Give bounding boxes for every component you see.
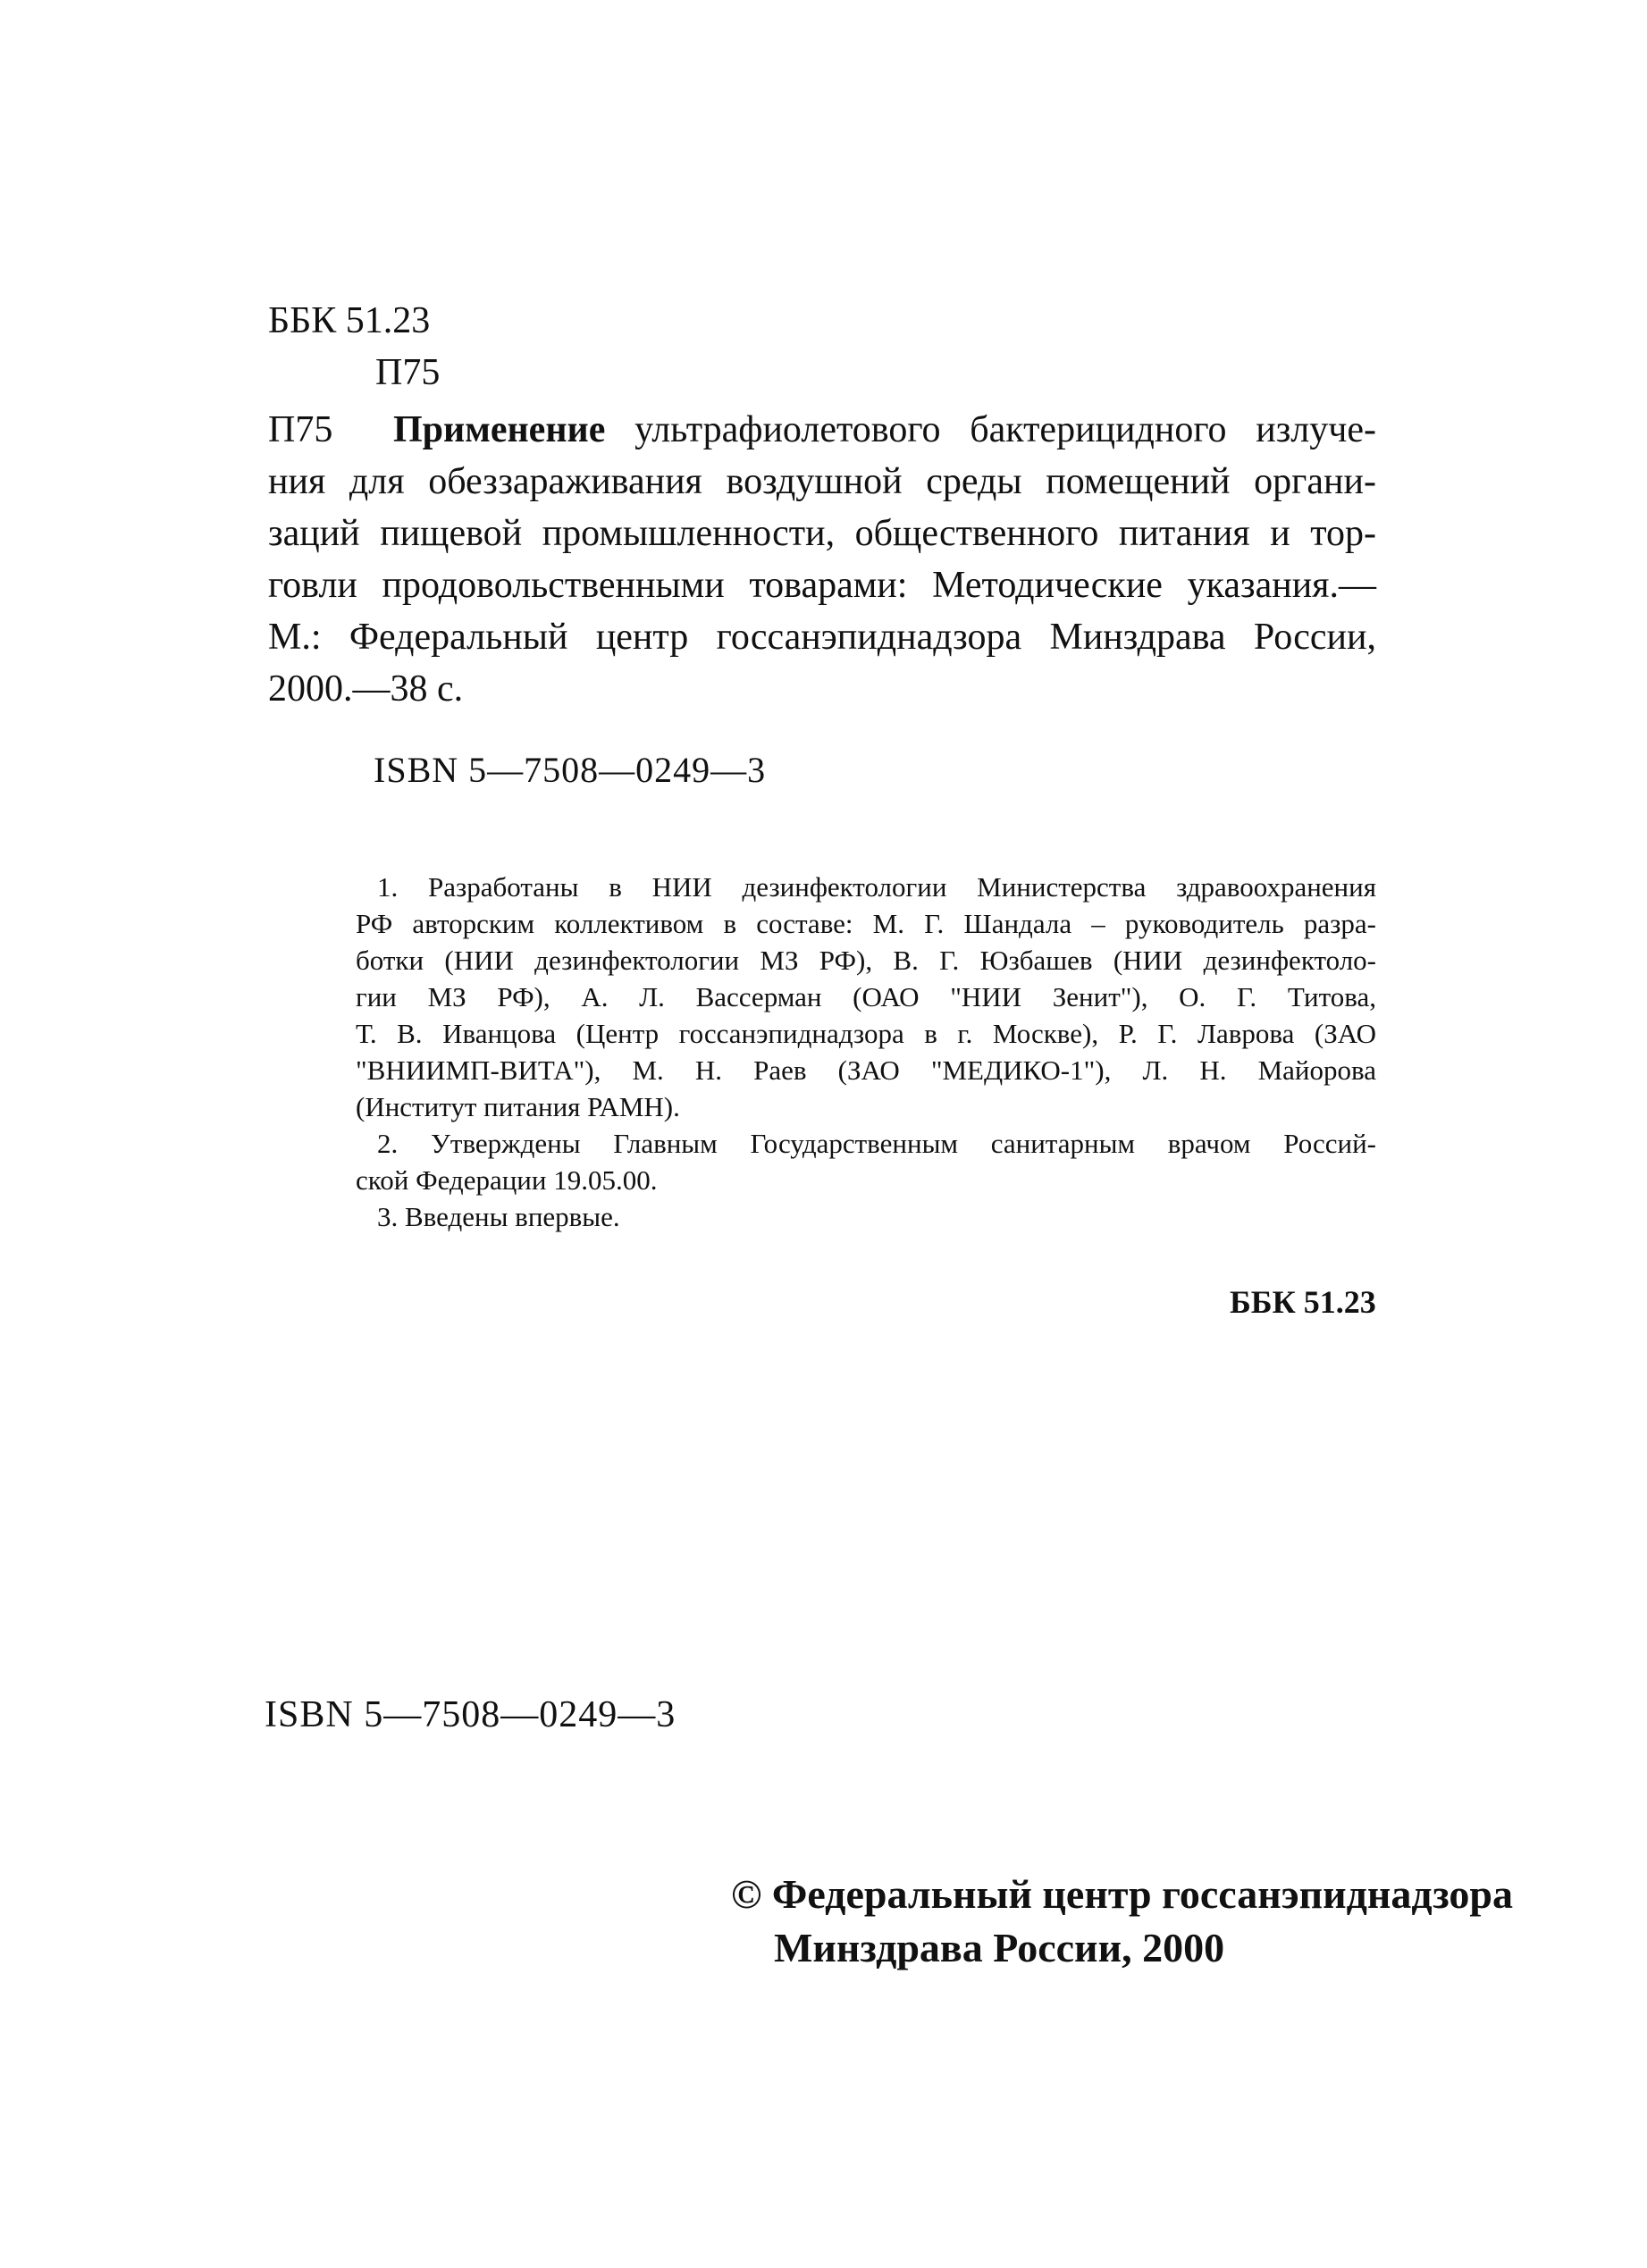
isbn-bottom: ISBN 5—7508—0249—3 bbox=[265, 1694, 676, 1735]
isbn-middle: ISBN 5—7508—0249—3 bbox=[374, 750, 767, 790]
credits-line: гии МЗ РФ), А. Л. Вассерман (ОАО "НИИ Зенит"), О. Г. Титова, bbox=[356, 981, 1376, 1012]
credits-line: 3. Введены впервые. bbox=[377, 1201, 620, 1232]
copyright-line-2: Минздрава России, 2000 bbox=[774, 1925, 1225, 1970]
copyright-line-1: © Федеральный центр госсанэпиднадзора bbox=[731, 1871, 1514, 1917]
annotation-code: П75 bbox=[268, 409, 333, 450]
bbk-bottom: ББК 51.23 bbox=[1230, 1284, 1376, 1320]
credits-block bbox=[356, 869, 1376, 1235]
annotation-lead-word: Применение bbox=[393, 409, 606, 450]
annotation-line-5: М.: Федеральный центр госсанэпиднадзора Минздрава России, bbox=[268, 617, 1376, 658]
credits-line: (Институт питания РАМН). bbox=[356, 1091, 680, 1122]
annotation-line-3: заций пищевой промышленности, общественного питания и тор- bbox=[268, 513, 1376, 554]
credits-line: ботки (НИИ дезинфектологии МЗ РФ), В. Г. Юзбашев (НИИ дезинфектоло- bbox=[356, 945, 1376, 976]
credits-line: "ВНИИМП-ВИТА"), М. Н. Раев (ЗАО "МЕДИКО-1"), Л. Н. Майорова bbox=[356, 1054, 1376, 1086]
credits-line: Т. В. Иванцова (Центр госсанэпиднадзора в г. Москве), Р. Г. Лаврова (ЗАО bbox=[356, 1018, 1376, 1049]
author-mark: П75 bbox=[375, 352, 441, 393]
bbk-code: ББК 51.23 bbox=[268, 300, 431, 341]
credits-line: 2. Утверждены Главным Государственным санитарным врачом Россий- bbox=[377, 1128, 1376, 1159]
credits-line: 1. Разработаны в НИИ дезинфектологии Министерства здравоохранения bbox=[377, 871, 1376, 903]
annotation-line-4: говли продовольственными товарами: Методические указания.— bbox=[268, 565, 1376, 606]
annotation-line-6: 2000.—38 с. bbox=[268, 668, 464, 710]
bibliographic-annotation bbox=[268, 404, 1376, 715]
copyright-block bbox=[731, 1868, 1513, 1975]
annotation-line-2: ния для обеззараживания воздушной среды помещений органи- bbox=[268, 461, 1376, 502]
bbk-block bbox=[268, 295, 440, 399]
credits-line: РФ авторским коллективом в составе: М. Г. Шандала – руководитель разра- bbox=[356, 908, 1376, 939]
credits-line: ской Федерации 19.05.00. bbox=[356, 1164, 658, 1196]
annotation-line-1: ультрафиолетового бактерицидного излуче- bbox=[634, 409, 1376, 450]
